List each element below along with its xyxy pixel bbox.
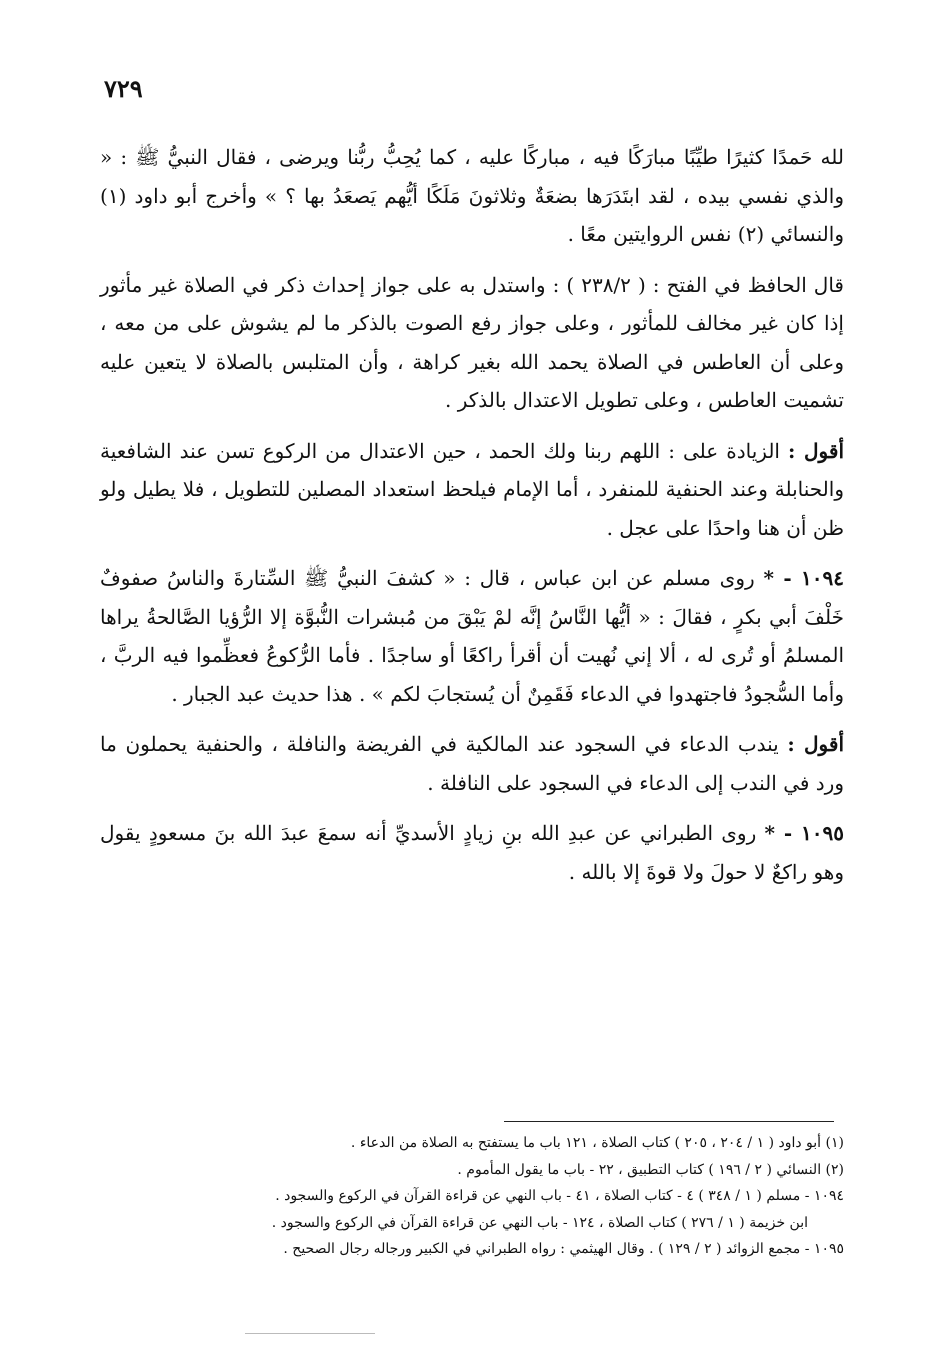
paragraph-text: قال الحافظ في الفتح : ( ٢٣٨/٢ ) : واستدل به على جواز إحداث ذكر في الصلاة غير مأثور إذا كان غير مخالف للمأثور ، وعلى جواز رفع الصوت بالذكر ما لم يشوش على من معه ، وعلى أن العاطس في الصلاة يحمد الله بغير كراهة ، وأن المتلبس بالصلاة لا يتعين عليه تشميت العاطس ، وعلى تطويل الاعتدال بالذكر . bbox=[100, 272, 844, 412]
footnote-2: (٢) النسائي ( ٢ / ١٩٦ ) كتاب التطبيق ، ٢٢ - باب ما يقول المأموم . bbox=[457, 1161, 844, 1178]
paragraph-text: لله حَمدًا كثيرًا طيِّبًا مبارَكًا فيه ، مباركًا عليه ، كما يُحِبُّ ربُّنا ويرضى ، فقال النبيُّ ﷺ : « والذي نفسي بيده ، لقد ابتَدَرَها بضعَةٌ وثلاثونَ مَلَكًا أيُّهم يَصعَدُ بها ؟ » وأخرج أبو داود (١) والنسائي (٢) نفس الروايتين معًا . bbox=[100, 145, 844, 246]
footnote-1094-continued: ابن خزيمة ( ١ / ٢٧٦ ) كتاب الصلاة ، ١٢٤ - باب النهي عن قراءة القرآن في الركوع والسجود . bbox=[271, 1214, 808, 1231]
footnote-1094: ١٠٩٤ - مسلم ( ١ / ٣٤٨ ) ٤ - كتاب الصلاة ، ٤١ - باب النهي عن قراءة القرآن في الركوع والسجود . bbox=[275, 1188, 844, 1204]
paragraph-text: يندب الدعاء في السجود عند المالكية في الفريضة والنافلة ، والحنفية يحملون ما ورد في الندب إلى الدعاء في السجود على النافلة . bbox=[100, 732, 844, 795]
page-number: ٧٢٩ bbox=[104, 74, 143, 103]
footnote-divider bbox=[504, 1121, 834, 1122]
scan-mark bbox=[245, 1333, 375, 1334]
footnote-1095: ١٠٩٥ - مجمع الزوائد ( ٢ / ١٢٩ ) . وقال الهيثمي : رواه الطبراني في الكبير ورجاله رجال الصحيح . bbox=[283, 1241, 844, 1257]
body-text bbox=[100, 138, 844, 903]
paragraph-hadith-1094 bbox=[100, 559, 844, 713]
footnote-1: (١) أبو داود ( ١ / ٢٠٤ ، ٢٠٥ ) كتاب الصلاة ، ١٢١ باب ما يستفتح به الصلاة من الدعاء . bbox=[350, 1135, 844, 1151]
paragraph-hafiz-commentary bbox=[100, 266, 844, 420]
paragraph-lead: أقول : bbox=[788, 438, 845, 463]
paragraph-author-note-2 bbox=[100, 725, 844, 802]
footnotes bbox=[200, 1130, 844, 1263]
paragraph-text: الزيادة على : اللهم ربنا ولك الحمد ، حين الاعتدال من الركوع تسن عند الشافعية والحنابلة وعند الحنفية للمنفرد ، أما الإمام فيلحظ استعداد المصلين للتطويل ، فلا يطيل ولو ظن أن هنا واحدًا على عجل . bbox=[100, 438, 844, 540]
paragraph-text: روى الطبراني عن عبدِ الله بنِ زيادٍ الأسديِّ أنه سمعَ عبدَ الله بنَ مسعودٍ يقول وهو راكعٌ لا حولَ ولا قوةَ إلا بالله . bbox=[100, 821, 844, 884]
paragraph-lead: أقول : bbox=[787, 732, 845, 756]
paragraph-author-note-1 bbox=[100, 432, 844, 548]
paragraph-lead: ١٠٩٤ - * bbox=[763, 566, 845, 590]
paragraph-text: روى مسلم عن ابن عباس ، قال : « كشفَ النبيُّ ﷺ السِّتارةَ والناسُ صفوفٌ خَلْفَ أبي بكرٍ ، فقالَ : « أيُّها النَّاسُ إنَّه لمْ يَبْقَ من مُبشرات النُّبوَّة إلا الرُّؤيا الصَّالحةُ يراها المسلمُ أو تُرى له ، ألا إني نُهيت أن أقرأ راكعًا أو ساجدًا . فأما الرُّكوعُ فعظِّموا فيه الربَّ ، وأما السُّجودُ فاجتهدوا في الدعاء فَقَمِنٌ أن يُستجابَ لكم » . هذا حديث عبد الجبار . bbox=[100, 566, 844, 706]
paragraph-hadith-1095 bbox=[100, 814, 844, 891]
paragraph-lead: ١٠٩٥ - * bbox=[764, 821, 845, 845]
paragraph-hadith-continuation bbox=[100, 138, 844, 254]
